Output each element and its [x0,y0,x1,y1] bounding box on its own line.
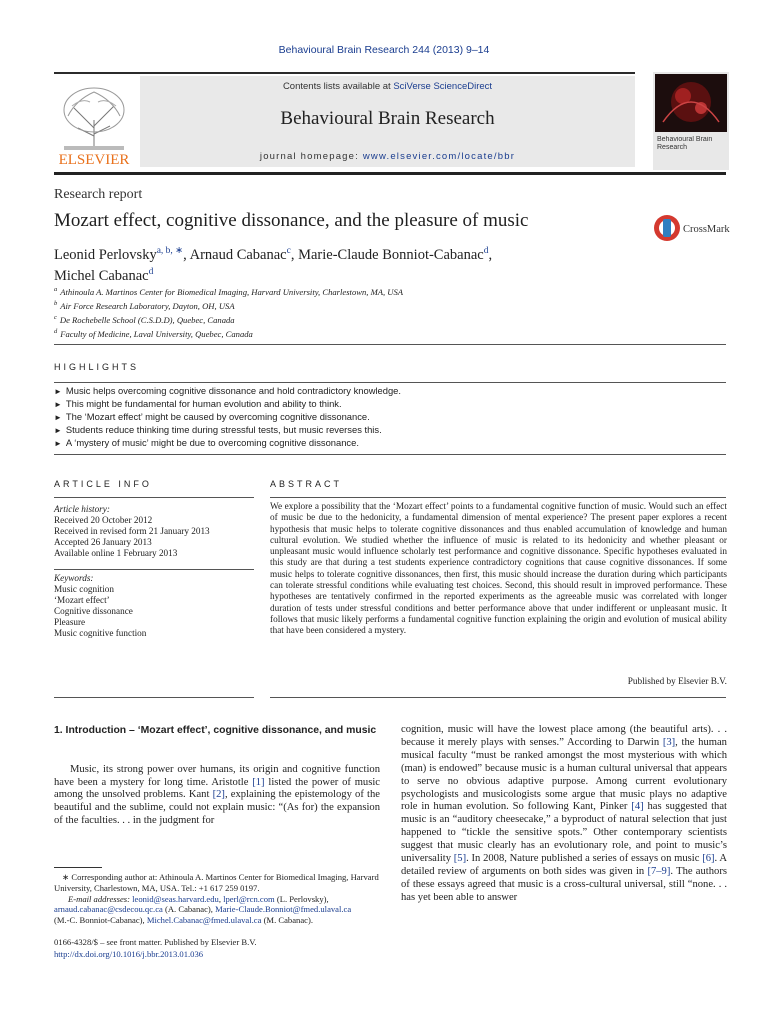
affiliation-item [54,298,403,312]
email-label: E-mail addresses: [68,893,130,904]
author-name[interactable]: Michel Cabanac [54,267,149,284]
email-link[interactable]: Michel.Cabanac@fmed.ulaval.ca [146,915,262,926]
highlight-text: The ‘Mozart effect’ might be caused by overcoming cognitive dissonance. [65,411,370,423]
citation-link[interactable]: [5] [453,853,467,865]
body-text: . In 2008, Nature published a series of essays on music [466,853,703,865]
published-by: Published by Elsevier B.V. [627,677,727,687]
crossmark-label: CrossMark [683,224,730,235]
bullet-icon: ► [54,413,62,423]
sciencedirect-link[interactable]: SciVerse ScienceDirect [393,81,493,92]
affiliation-text: Air Force Research Laboratory, Dayton, OH, USA [60,300,235,311]
keywords-label: Keywords: [54,573,94,583]
crossmark-badge[interactable] [652,213,732,243]
abstract-text: We explore a possibility that the ‘Mozart effect’ points to a fundamental cognitive function of music. Would such an effect of music be due to the hedonicity, a fundamental dimension of mental experience? The present paper explores a recent hypothesis that music helps to tolerate cognitive dissonances and thus enabled accumulation of knowledge and human cultural evolution. We studied whether the influence of music is related to its hedonicity and whether pleasant or unpleasant music would influence scholarly test performance and cognitive dissonance. Specific hypotheses evaluated in this study are that during a test students experience contradictory cognitions that cause cognitive dissonances. If some music helps to tolerate cognitive dissonances, then first, this music should increase the duration during which participants can tolerate stressful conditions while evaluating test choices. Second, this should result in improved performance. These hypotheses are tentatively confirmed in the reported experiments as the agreeable music was correlated with longer duration of tests under stressful conditions and better performance above that under indifferent or unpleasant music. It follows that music likely performs a fundamental cognitive function explaining the origin and evolution of musical ability that have been considered a mystery. [270,502,727,637]
separator: , [218,893,224,904]
abstract-heading: ABSTRACT [270,479,343,489]
divider [54,697,254,698]
highlight-item [54,411,401,424]
author-affiliation-mark[interactable]: d [148,266,154,277]
homepage-link[interactable]: www.elsevier.com/locate/bbr [362,151,516,162]
keyword-item[interactable]: ‘Mozart effect’ [54,594,110,605]
cover-text: Behavioural Brain Research [657,136,713,151]
keyword-item[interactable]: Music cognitive function [54,627,147,638]
journal-title: Behavioural Brain Research [280,108,495,129]
author-separator: , [290,246,299,263]
affiliation-item [54,284,403,298]
bullet-icon: ► [54,439,62,449]
email-owner: (A. Cabanac), [162,904,216,915]
report-type: Research report [54,187,143,202]
highlight-text: This might be fundamental for human evolution and ability to think. [65,398,342,410]
author-affiliation-mark[interactable]: a, b, ∗ [156,246,184,256]
footnote-star: ∗ [62,872,70,882]
contents-line [140,81,635,92]
divider [270,497,726,498]
bullet-icon: ► [54,387,62,396]
header-rule-bottom [54,172,726,175]
body-text: has suggested that music is an “auditory cheesecake,” a byproduct of natural selection that just happened to “tickle the sensitive spots.” Other contemporary scientists suggest that music clearly has an evolutionary role, and point to music’s universality [401,801,727,865]
body-text: , explaining the epistemology of the beautiful and the sublime, could not explain music: “(As for) the expansion of the faculties. . . in the judgment for [54,789,381,826]
affiliation-item [54,312,403,326]
history-label: Article history: [54,504,110,514]
citation-link[interactable]: [1] [252,776,265,788]
history-item: Accepted 26 January 2013 [54,536,152,547]
homepage-line [140,151,635,162]
author-separator: , [183,246,190,263]
body-text: . The authors of these essays agreed that music is a cross-cultural universal, still “none. . . has yet been able to answer [401,865,727,903]
elsevier-logo [54,80,134,168]
highlights-list [54,385,401,450]
highlight-text: Music helps overcoming cognitive dissonance and hold contradictory knowledge. [65,385,402,396]
elsevier-logo-text: ELSEVIER [58,152,130,168]
email-link[interactable]: lperl@rcn.com [223,893,275,904]
affiliation-mark: d [54,327,58,335]
keywords-list [54,573,254,638]
body-text: , the human musical faculty “must be ranked amongst the most mysterious with which (man) is endowed” because music is a human cultural universal that appears to serve no obvious adaptive purpose. Among current evolutionary psychologists and musicologists some argue that music plays no adaptive role in human evolution. So following Kant, Pinker [401,736,727,813]
citation-link[interactable]: [3] [662,736,676,748]
highlight-item [54,424,401,437]
author-name[interactable]: Arnaud Cabanac [189,246,287,263]
divider [54,454,726,455]
header-rule [54,72,635,74]
affiliation-item [54,326,403,340]
highlight-text: Students reduce thinking time during stressful tests, but music reverses this. [65,424,382,436]
email-owner: (M. Cabanac). [261,915,313,926]
highlight-item [54,398,401,411]
article-history [54,504,254,559]
email-owner: (M.-C. Bonniot-Cabanac), [54,915,147,926]
corresponding-author: Corresponding author at: Athinoula A. Martinos Center for Biomedical Imaging, Harvard University, Charlestown, MA, USA. Tel.: +1 617 259 0197. [54,872,379,893]
homepage-prefix: journal homepage: [259,151,363,162]
body-text: . A detailed review of arguments on both sides was given in [401,853,727,877]
keyword-item[interactable]: Music cognition [54,583,114,594]
issn-line [54,937,257,960]
affiliation-text: Faculty of Medicine, Laval University, Quebec, Canada [60,328,253,339]
citation-link[interactable]: [4] [631,801,644,813]
doi-link[interactable]: http://dx.doi.org/10.1016/j.bbr.2013.01.036 [54,948,204,959]
citation-link[interactable]: [7–9] [647,865,671,877]
highlight-text: A ‘mystery of music’ might be due to overcoming cognitive dissonance. [65,437,359,449]
author-affiliation-mark[interactable]: d [483,246,489,256]
body-text: listed the power of music among the unsolved problems. Kant [54,776,380,801]
citation-link[interactable]: [6] [702,853,715,865]
contents-prefix: Contents lists available at [282,81,394,92]
affiliation-text: Athinoula A. Martinos Center for Biomedical Imaging, Harvard University, Charlestown, MA, USA [60,286,404,297]
article-info-heading: ARTICLE INFO [54,479,152,489]
footnote-rule [54,867,102,868]
divider [54,569,254,570]
journal-cover-image [653,72,729,170]
author-name[interactable]: Marie-Claude Bonniot-Cabanac [298,246,484,263]
highlights-heading: HIGHLIGHTS [54,362,140,372]
issn-text: 0166-4328/$ – see front matter. Published by Elsevier B.V. [54,937,257,947]
divider [54,382,726,383]
email-link[interactable]: Marie-Claude.Bonniot@fmed.ulaval.ca [215,904,352,915]
affiliation-mark: c [54,313,57,321]
section-heading: 1. Introduction – ‘Mozart effect’, cognitive dissonance, and music [54,725,377,736]
author-affiliation-mark[interactable]: c [286,246,291,256]
bullet-icon: ► [54,426,62,436]
email-owner: (L. Perlovsky), [274,893,329,904]
divider [54,497,254,498]
divider [270,697,726,698]
highlight-item [54,385,401,398]
author-list [54,243,574,285]
history-item: Available online 1 February 2013 [54,547,178,558]
highlight-item [54,437,401,450]
keyword-item[interactable]: Pleasure [54,616,86,627]
body-text: Music, its strong power over humans, its origin and cognitive function have been a mystery for long time. Aristotle [54,764,380,788]
affiliation-mark: b [54,299,58,307]
history-item: Received in revised form 21 January 2013 [54,525,210,536]
author-separator: , [488,246,493,263]
affiliation-text: De Rochebelle School (C.S.D.D), Quebec, Canada [59,314,235,325]
body-column-right [401,724,727,905]
keyword-item[interactable]: Cognitive dissonance [54,605,133,616]
divider [54,344,726,345]
article-title: Mozart effect, cognitive dissonance, and the pleasure of music [54,210,529,231]
bullet-icon: ► [54,400,62,410]
affiliation-mark: a [54,286,58,293]
journal-reference[interactable]: Behavioural Brain Research 244 (2013) 9–14 [278,44,490,56]
footnote [54,872,380,926]
author-name[interactable]: Leonid Perlovsky [54,246,157,263]
email-link[interactable]: arnaud.cabanac@csdecou.qc.ca [54,904,163,915]
body-column-left [54,764,380,828]
history-item: Received 20 October 2012 [54,514,153,525]
citation-link[interactable]: [2] [212,789,225,801]
affiliation-list [54,284,403,339]
body-text: cognition, music will have the lowest place among (the beautiful arts). . . because it merely plays with senses.” According to Darwin [401,724,727,748]
email-link[interactable]: leonid@seas.harvard.edu [132,893,219,904]
